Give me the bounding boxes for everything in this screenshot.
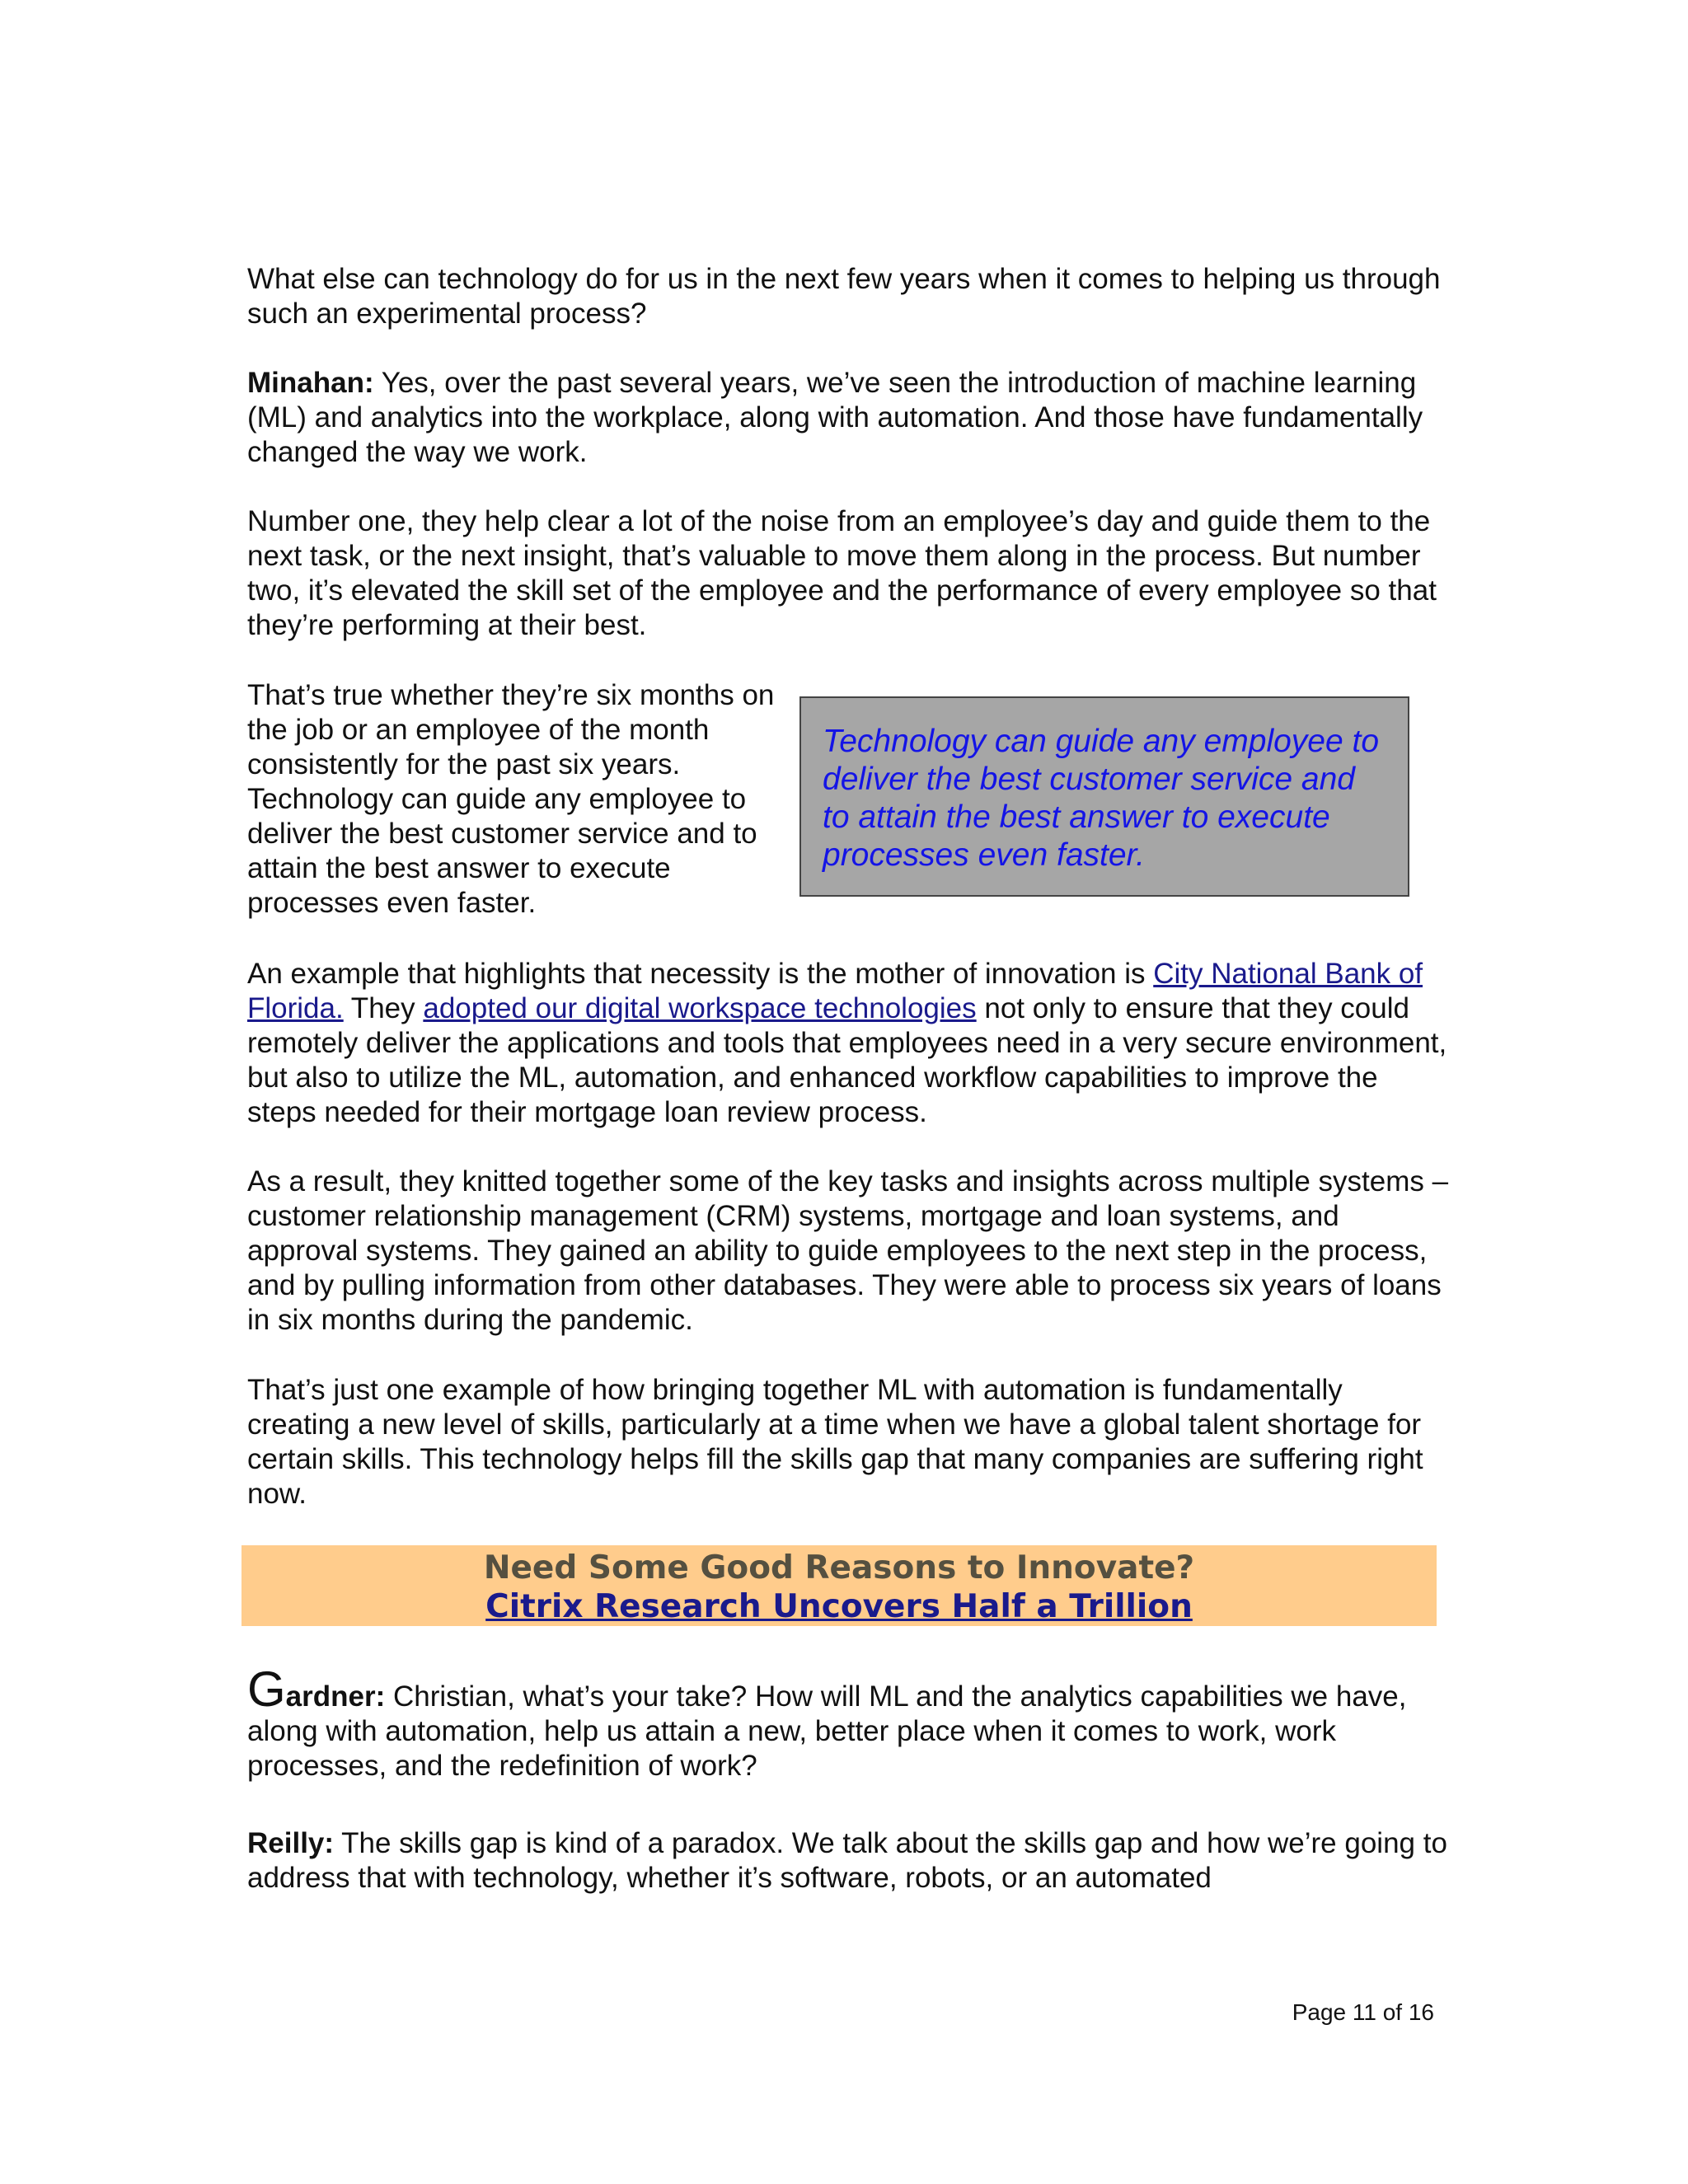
paragraph-text: Christian, what’s your take? How will ML and the analytics capabilities we have, along with automation, help us attain a new, better place when it comes to work, work processes, and the redefinition of work? xyxy=(247,1680,1407,1782)
paragraph-text: Yes, over the past several years, we’ve seen the introduction of machine learning (ML) and analytics into the workplace, along with automation. And those have fundamentally changed the way we work. xyxy=(247,367,1423,468)
banner-link[interactable]: Citrix Research Uncovers Half a Trillion xyxy=(485,1588,1193,1625)
paragraph-text: not only to ensure that they could remotely deliver the applications and tools that employees need in a very secure environment, but also to utilize the ML, automation, and enhanced workflow capabilities to improve the steps needed for their mortgage loan review process. xyxy=(247,992,1447,1128)
paragraph-result: As a result, they knitted together some of the key tasks and insights across multiple systems – customer relationship management (CRM) systems, mortgage and loan systems, and approval systems. They gained an ability to guide employees to the next step in the process, and by pulling information from other databases. They were able to process six years of loans in six months during the pandemic. xyxy=(247,1165,1449,1336)
paragraph-example xyxy=(247,957,1451,1130)
digital-workspace-link[interactable]: adopted our digital workspace technologies xyxy=(423,992,977,1024)
city-national-bank-link[interactable]: City National Bank of Florida. xyxy=(247,958,1423,1024)
paragraph-text: They xyxy=(343,992,424,1024)
pull-quote-box xyxy=(799,696,1409,897)
page-number: Page 11 of 16 xyxy=(1292,1999,1434,2025)
speaker-name: Minahan: xyxy=(247,367,374,399)
drop-cap: G xyxy=(247,1661,286,1717)
paragraph-reilly-answer xyxy=(247,1826,1451,1896)
speaker-name: Reilly: xyxy=(247,1827,335,1859)
paragraph-question: What else can technology do for us in the next few years when it comes to helping us through such an experimental process? xyxy=(247,263,1441,330)
paragraph-text: An example that highlights that necessity is the mother of innovation is xyxy=(247,958,1154,990)
pull-quote-text: Technology can guide any employee to deliver the best customer service and to attain the best answer to execute processes even faster. xyxy=(823,724,1380,873)
paragraph-gardner-question xyxy=(247,1661,1451,1783)
paragraph-six-months: That’s true whether they’re six months on the job or an employee of the month consistently for the past six years. Technology can guide any employee to deliver the best customer service and to attain the best answer to execute processes even faster. xyxy=(247,679,775,919)
paragraph-one-example: That’s just one example of how bringing together ML with automation is fundamentally creating a new level of skills, particularly at a time when we have a global talent shortage for certain skills. This technology helps fill the skills gap that many companies are suffering right now. xyxy=(247,1374,1423,1510)
paragraph-minahan-answer xyxy=(247,366,1451,470)
promo-banner xyxy=(241,1545,1437,1626)
paragraph-text: The skills gap is kind of a paradox. We talk about the skills gap and how we’re going to address that with technology, whether it’s software, robots, or an automated xyxy=(247,1827,1447,1894)
banner-heading: Need Some Good Reasons to Innovate? xyxy=(483,1549,1195,1586)
speaker-name: ardner: xyxy=(285,1680,386,1713)
paragraph-number-one: Number one, they help clear a lot of the noise from an employee’s day and guide them to the next task, or the next insight, that’s valuable to move them along in the process. But number two, it’s elevated the skill set of the employee and the performance of every employee so that they’re performing at their best. xyxy=(247,505,1437,641)
